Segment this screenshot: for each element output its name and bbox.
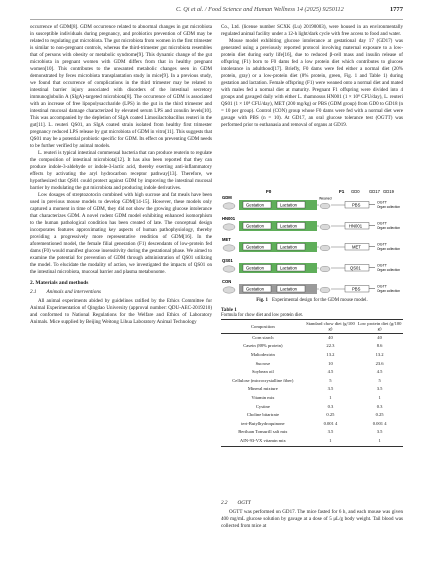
paragraph-intro-3: Low dosages of streptozotocin combined with high sucrose and fat meals have been used in previous mouse models to develop GDM[14-15]. However, these models only captured a moment in time of GDM, they did not show the growing glucose intolerance that characterizes GDM. A novel rodent GDM model exhibiting enhanced isomorphism to the human pathological condition has been created of late. The conceptual design incorporates features approximating key aspects of human pathophysiology, thereby providing a progressively more representative rendition of GDM[16]. In the aforementioned model, the female filial generation (F1) descendants of low-protein fed dams (F0) would manifest glucose insensitivity during the gestational phase. We aimed to examine the potential for prevention of GDM through administration of QS01 utilizing the model. To elucidate the modality of action, we investigated the impacts of QS01 on the intestinal microbiota, mucosal barrier and plasma metabonome.: [30, 192, 212, 275]
table-cell-value: 1: [356, 437, 403, 446]
paragraph-animals: All animal experiments abided by guidelines ratified by the Ethics Committee for Animal Experimentation of Qingdao University (approval number: QDU-AEC-2019210) and conformed to National Regulations for the Welfare and Ethics of Laboratory Animals. Mice supplied by Beijing Weitong Lihua Laboratory Animal Technology: [30, 298, 212, 325]
table-cell-value: 8.6: [376, 343, 383, 349]
table-cell-value: 13.2: [375, 352, 384, 357]
figure-caption-text: Experimental design for the GDM mouse model.: [271, 298, 368, 303]
paragraph-intro-2: L. reuteri is typical intestinal commensal bacteria that can produce reuterin to regulate the composition of intestinal microbiota[12]. It has also been reported that they can produce indole-3-aldehyde or indole-3-lactic acid, thereby exerting anti-inflammatory effects by activating the aryl hydrocarbon receptor pathway[13]. Therefore, we hypothesized that QS01 could protect against GDM by improving the intestinal mucosal barrier by modulating the gut microbiota and producing indole derivatives.: [30, 150, 212, 191]
f0-label: F0: [266, 189, 272, 194]
table-cell-composition: Corn starch: [252, 334, 274, 340]
ogtt-label: OGTT: [377, 263, 387, 268]
row-con: [222, 279, 400, 294]
table-subtitle: Formula for chow diet and low protein diet.: [221, 313, 304, 318]
table-row: [221, 420, 403, 429]
organ-label: Organ collection: [377, 226, 401, 230]
table-cell-value: 0.25: [326, 412, 335, 418]
ogtt-label: OGTT: [377, 284, 387, 289]
mouse-icon: [223, 203, 235, 209]
lactation-label: Lactation: [280, 286, 297, 292]
table-cell-value: 3.5: [327, 386, 334, 392]
table-body: [221, 333, 403, 446]
table-cell-composition: Maltodextrin: [250, 352, 275, 357]
treatment-pbs: PBS: [352, 202, 361, 208]
group-label-met: MET: [222, 237, 231, 242]
gestation-label: Gestation: [246, 202, 264, 208]
weaned-label: Weaned: [319, 196, 332, 201]
table-header-cell: Low protein diet (g/100 g): [357, 321, 402, 332]
table-cell-value: 1: [329, 394, 332, 400]
table-cell-composition: Choline bitartrate: [246, 412, 279, 418]
table-cell-value: 40: [377, 334, 382, 340]
table-cell-composition: Vitamin mix: [251, 394, 275, 400]
header-rule: [30, 19, 403, 20]
gestation-label: Gestation: [246, 286, 264, 292]
table-cell-value: 22.3: [326, 343, 335, 349]
row-gdm: [222, 195, 400, 210]
gd0-label: GD0: [351, 189, 360, 194]
ogtt-label: OGTT: [377, 200, 387, 205]
mouse-icon: [320, 203, 330, 209]
table-cell-value: 3.5: [376, 386, 383, 392]
table-header-cell: Standard chow diet (g/100 g): [306, 321, 355, 332]
treatment-pbs: PBS: [352, 286, 361, 292]
table-cell-value: 13.2: [326, 352, 335, 357]
subsection-title: OGTT: [237, 500, 251, 506]
table-cell-value: 3.5: [376, 429, 383, 435]
table-cell-value: 1: [305, 437, 356, 446]
table-row: [221, 351, 403, 360]
page-number: 1777: [389, 6, 403, 13]
right-column-bottom: [221, 498, 403, 530]
group-label-qs01: QS01: [222, 258, 233, 263]
row-hn001: [222, 216, 400, 231]
paragraph-ogtt: OGTT was performed on GD17. The mice fasted for 6 h, and each mouse was given 400 mg/mL glucose solution by gavage at a dose of 5 μL/g body weight. Tail blood was collected from mice at: [221, 509, 403, 529]
ogtt-label: OGTT: [377, 221, 387, 226]
subsection-number: 2.2: [221, 500, 228, 506]
table-cell-value: 0.25: [375, 412, 384, 418]
subsection-number: 2.1: [30, 289, 37, 295]
group-label-con: CON: [222, 279, 232, 284]
group-label-hn001: HN001: [222, 216, 236, 221]
table-row: [221, 394, 403, 403]
table-cell-value: 0.001 4: [323, 420, 338, 426]
mouse-icon: [223, 287, 235, 293]
table-title: Table 1: [221, 307, 237, 313]
table-header-cell: Composition: [221, 320, 305, 334]
table-cell-value: 0.001 4: [372, 420, 387, 426]
table-cell-value: 1: [378, 394, 381, 400]
table-row: [221, 385, 403, 394]
paragraph-housing: Co., Ltd. (license number SCXK (Lu) 20190003), were housed in an environmentally regulated animal facility under a 12-h light/dark cycle with free access to food and water.: [221, 24, 403, 37]
table-cell-composition: Casein (88% protein): [243, 343, 283, 349]
table-row: [221, 368, 403, 377]
lactation-label: Lactation: [280, 244, 297, 250]
gestation-label: Gestation: [246, 244, 264, 250]
mouse-icon: [320, 224, 330, 230]
treatment-met: MET: [352, 244, 361, 250]
paragraph-model: Mouse model exhibiting glucose intolerance at gestational day 17 (GD17) was generated using a previously reported protocol involving maternal exposure to a low-protein diet during early life[16], due to reduced β-cell mass and insulin release of offspring (F1) born to F0 dams fed a low protein diet which contributes to glucose intolerance in adulthood[17]. Briefly, F0 dams were fed either a normal diet (20% protein, gray) or a low-protein diet (8% protein, green, Fig. 1 and Table 1) during gestation and lactation. Female offspring (F1) were weaned onto a normal diet and mated with males fed a normal diet at maturity. Pregnant F1 offspring were divided into 4 groups and gavaged daily with either L. rhamnosus HN001 (1 × 10⁸ CFU/day), L. reuteri QS01 (1 × 10⁸ CFU/day), MET (200 mg/kg) or PBS (GDM group) from GD0 to GD18 (n = 10 per group). Control (CON) group whose F0 dams were fed with a normal diet were gavage with PBS (n = 10). At GD17, an oral glucose tolerance test (OGTT) was performed prior to euthanasia and removal of organs at GD19.: [221, 38, 403, 128]
lactation-label: Lactation: [280, 202, 297, 208]
table-cell-composition: Beriluan Tonsurill salt mix: [238, 429, 288, 435]
lactation-label: Lactation: [280, 223, 297, 229]
organ-label: Organ collection: [377, 247, 401, 251]
table-1-block: [221, 307, 403, 447]
table-row: [221, 403, 403, 412]
table-cell-composition: Cellulose (microcrystalline fiber): [232, 377, 294, 383]
table-row: [221, 411, 403, 420]
table-cell-value: 5: [329, 377, 332, 383]
figure-caption-label: Fig. 1: [256, 298, 268, 303]
ogtt-label: OGTT: [377, 242, 387, 247]
table-row: [221, 428, 403, 437]
gd17-label: GD17: [369, 189, 380, 194]
mouse-icon: [223, 245, 235, 251]
table-cell-composition: Cystine: [255, 403, 270, 409]
figure-experimental-design: [221, 187, 403, 297]
table-cell-value: 3.5: [327, 429, 334, 435]
organ-label: Organ collection: [377, 289, 401, 293]
table-cell-composition: AIN-93-VX vitamin mix: [221, 437, 305, 446]
table-row: [221, 377, 403, 386]
gestation-label: Gestation: [246, 265, 264, 271]
section-heading-materials-methods: 2. Materials and methods: [30, 280, 89, 286]
f1-label: F1: [339, 189, 345, 194]
table-cell-composition: Soybean oil: [251, 369, 274, 375]
mouse-icon: [320, 245, 330, 251]
group-label-gdm: GDM: [222, 195, 232, 200]
mouse-icon: [320, 266, 330, 272]
table-cell-value: 4.5: [327, 369, 334, 375]
experimental-design-diagram: [221, 187, 403, 297]
table-cell-value: 5: [378, 377, 381, 383]
table-cell-value: 0.3: [327, 403, 334, 409]
table-cell-composition: Sucrose: [255, 360, 271, 366]
table-row: [221, 360, 403, 369]
table-row: [221, 342, 403, 351]
right-column-top: [221, 24, 403, 129]
table-cell-value: 0.3: [376, 403, 383, 409]
organ-label: Organ collection: [377, 205, 401, 209]
mouse-icon: [223, 266, 235, 272]
table-row: [221, 437, 403, 446]
gestation-label: Gestation: [246, 223, 264, 229]
subsection-heading-animals: [30, 289, 212, 296]
page-header: [30, 6, 403, 16]
running-head: C. Qi et al. / Food Science and Human Wellness 14 (2025) 9250112: [176, 6, 344, 13]
table-cell-composition: tert-Butylhydroquinone: [241, 420, 285, 426]
treatment-qs01: QS01: [350, 265, 361, 271]
gd19-label: GD19: [383, 189, 394, 194]
organ-label: Organ collection: [377, 268, 401, 272]
mouse-icon: [320, 287, 330, 293]
diet-composition-table: [221, 319, 403, 447]
table-cell-value: 10: [328, 360, 333, 366]
mouse-icon: [223, 224, 235, 230]
lactation-label: Lactation: [280, 265, 297, 271]
table-cell-value: 23.6: [375, 360, 384, 366]
table-cell-composition: Mineral mixture: [247, 386, 278, 392]
subsection-title: Animals and interventions: [46, 289, 101, 295]
table-row: [221, 333, 403, 342]
subsection-heading-ogtt: [221, 500, 403, 507]
table-cell-value: 4.5: [376, 369, 383, 375]
treatment-hn001: HN001: [349, 223, 363, 229]
figure-caption: [221, 298, 403, 303]
paragraph-intro-1: occurrence of GDM[8]. GDM occurrence related to abnormal changes in gut microbiota in susceptible individuals during pregnancy, and probiotics prevention of GDM may be related to regulating gut microbiota. The gut microbiota from women in the first trimester is similar to non-pregnant controls, whereas the third-trimester gut microbiota resembles that of persons with obesity or metabolic syndrome[9]. This dynamic change of the gut microbiota in pregnant women with GDM differs from that in healthy pregnant women[10]. This contributes to the unwanted metabolic changes seen in GDM demonstrated by feces microbiota transplantation study in mice[9]. In a previous study, we found that occurrence of complications in the third trimester may be related to intestinal barrier injury associated with disorders of the intestinal secretory immunoglobulin A (SIgA)-targeted microbiota[8]. The occurrence of GDM is associated with an increase of free lipopolysaccharide (LPS) in the gut in the third trimester and intestinal mucosal damage characterized by elevated serum LPS and zonulin levels[10]. This was accompanied by the depletion of SIgA coated Limosilactobacillus reuteri in the gut[11]. L. reuteri QS01, an SIgA coated strain isolated from healthy first trimester pregnancy reduced LPS release by gut microbiota of GDM in vitro[11]. This suggests that QS01 may be a potential probiotic specific for GDM. Its effect on preventing GDM needs to be further verified by animal models.: [30, 24, 212, 149]
row-met: [222, 237, 400, 252]
left-column: [30, 24, 212, 560]
row-qs01: [222, 258, 400, 273]
table-cell-value: 40: [328, 334, 333, 340]
table-header-row: [221, 320, 403, 334]
